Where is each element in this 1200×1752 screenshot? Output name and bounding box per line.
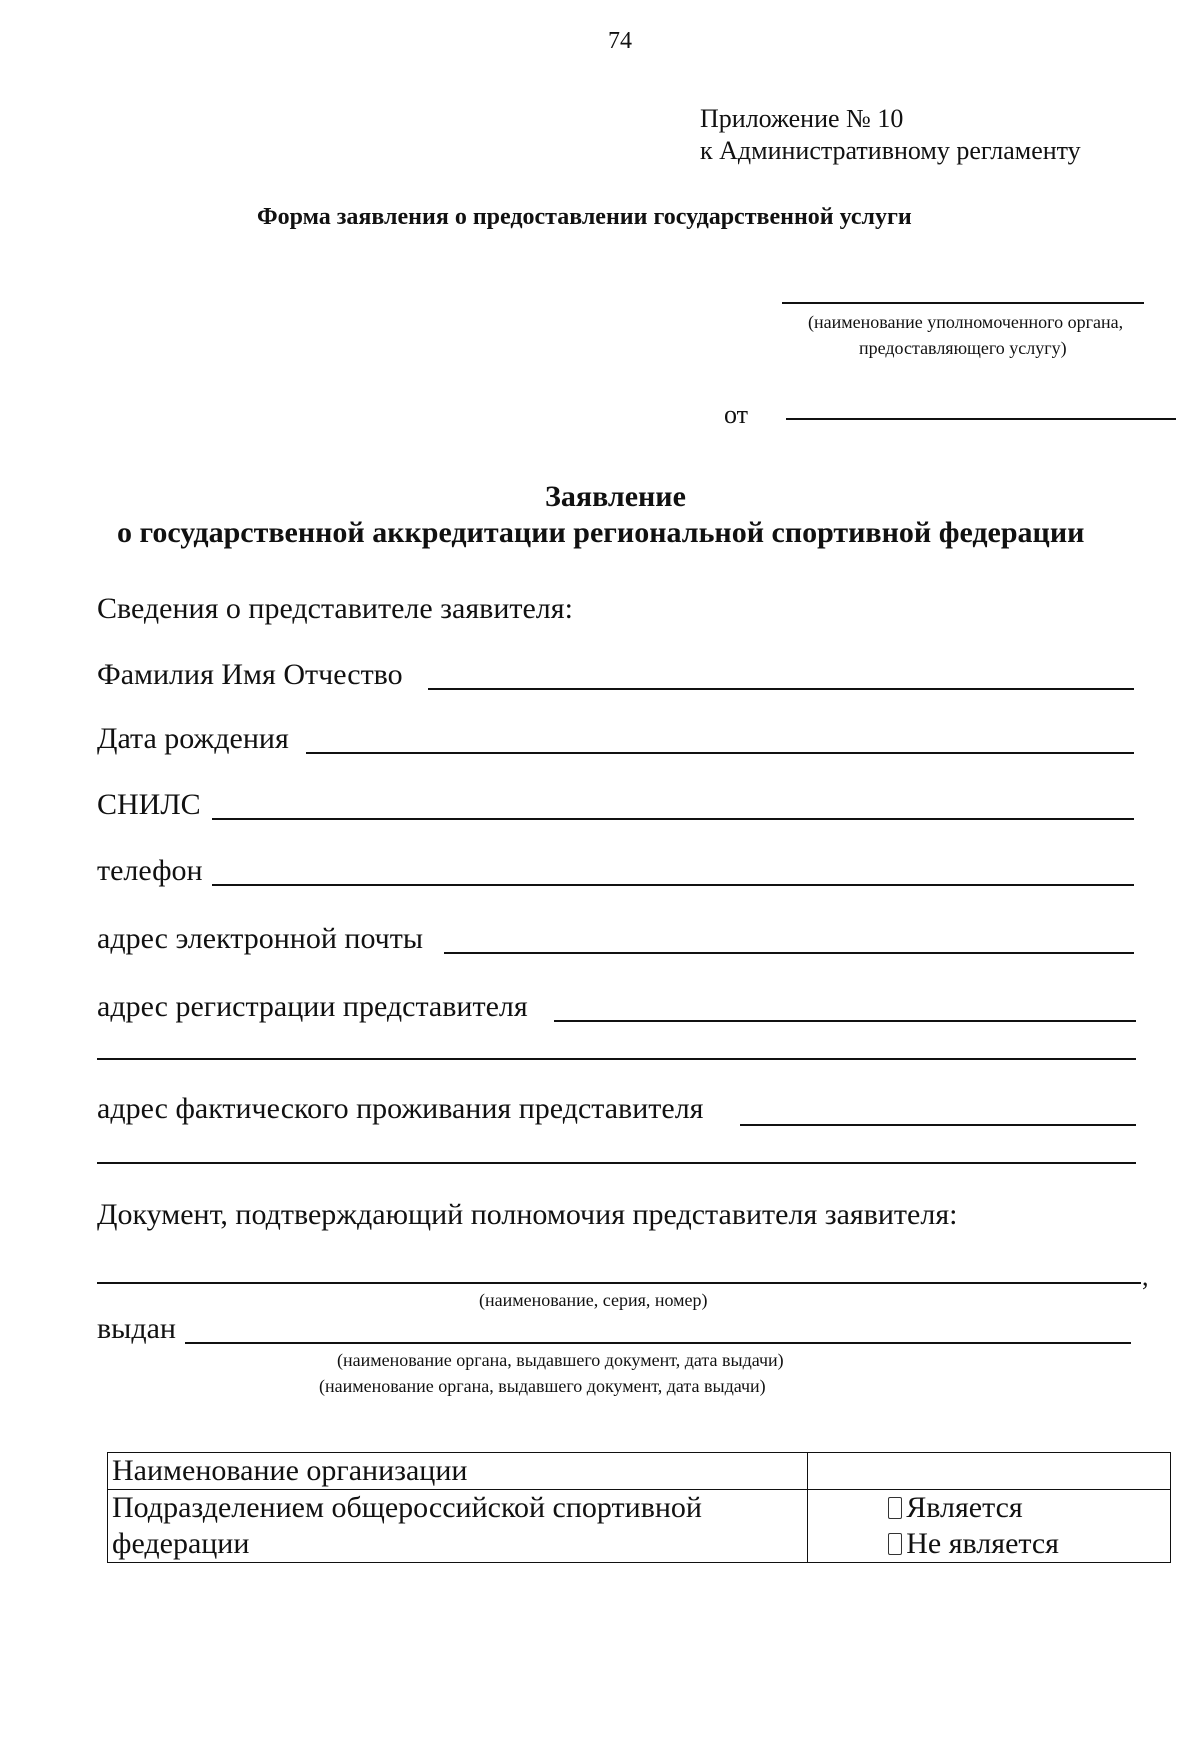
option-yes-label: Является	[906, 1491, 1023, 1524]
actual-address-line-2[interactable]	[97, 1162, 1136, 1164]
from-line[interactable]	[786, 418, 1176, 420]
from-label: от	[724, 400, 749, 429]
option-no-label: Не является	[906, 1527, 1059, 1560]
recipient-caption-2: предоставляющего услугу)	[859, 338, 1067, 358]
org-name-label: Наименование организации	[108, 1453, 808, 1490]
authority-document-name-caption: (наименование, серия, номер)	[479, 1290, 708, 1310]
subdivision-options	[808, 1490, 1171, 1563]
checkbox-no[interactable]	[888, 1533, 902, 1555]
phone-label: телефон	[97, 854, 203, 887]
document-heading: Заявление	[545, 480, 686, 513]
authority-document-title: Документ, подтверждающий полномочия представителя заявителя:	[97, 1198, 958, 1231]
page-number: 74	[608, 28, 632, 54]
checkbox-yes[interactable]	[888, 1497, 902, 1519]
recipient-caption-1: (наименование уполномоченного органа,	[808, 312, 1124, 332]
appendix-number: Приложение № 10	[700, 104, 904, 133]
full-name-line[interactable]	[428, 688, 1134, 690]
table-row	[108, 1490, 1171, 1563]
birth-date-line[interactable]	[306, 752, 1134, 754]
phone-line[interactable]	[212, 884, 1134, 886]
actual-address-line[interactable]	[740, 1124, 1136, 1126]
authority-document-comma: ,	[1142, 1262, 1149, 1291]
subdivision-label: Подразделением общероссийской спортивной федерации	[108, 1490, 808, 1563]
full-name-label: Фамилия Имя Отчество	[97, 658, 403, 691]
recipient-authority-line[interactable]	[782, 302, 1144, 304]
option-yes[interactable]	[888, 1490, 1166, 1526]
issued-caption-1: (наименование органа, выдавшего документ, дата выдачи)	[337, 1350, 784, 1370]
authority-document-name-line[interactable]	[97, 1282, 1141, 1284]
snils-line[interactable]	[212, 818, 1134, 820]
representative-section-title: Сведения о представителе заявителя:	[97, 592, 573, 625]
birth-date-label: Дата рождения	[97, 722, 289, 755]
snils-label: СНИЛС	[97, 788, 201, 821]
email-label: адрес электронной почты	[97, 922, 424, 955]
issued-caption-2: (наименование органа, выдавшего документ, дата выдачи)	[319, 1376, 766, 1396]
document-subheading: о государственной аккредитации региональной спортивной федерации	[117, 516, 1085, 549]
table-row	[108, 1453, 1171, 1490]
reg-address-label: адрес регистрации представителя	[97, 990, 528, 1023]
reg-address-line-2[interactable]	[97, 1058, 1136, 1060]
appendix-reference: к Административному регламенту	[700, 136, 1081, 165]
issued-label: выдан	[97, 1312, 176, 1345]
email-line[interactable]	[444, 952, 1134, 954]
organization-table	[107, 1452, 1171, 1563]
issued-by-line[interactable]	[185, 1342, 1131, 1344]
reg-address-line[interactable]	[554, 1020, 1136, 1022]
actual-address-label: адрес фактического проживания представителя	[97, 1092, 704, 1125]
org-name-value[interactable]	[808, 1453, 1171, 1490]
form-title: Форма заявления о предоставлении государственной услуги	[257, 204, 912, 230]
option-no[interactable]	[888, 1526, 1166, 1562]
